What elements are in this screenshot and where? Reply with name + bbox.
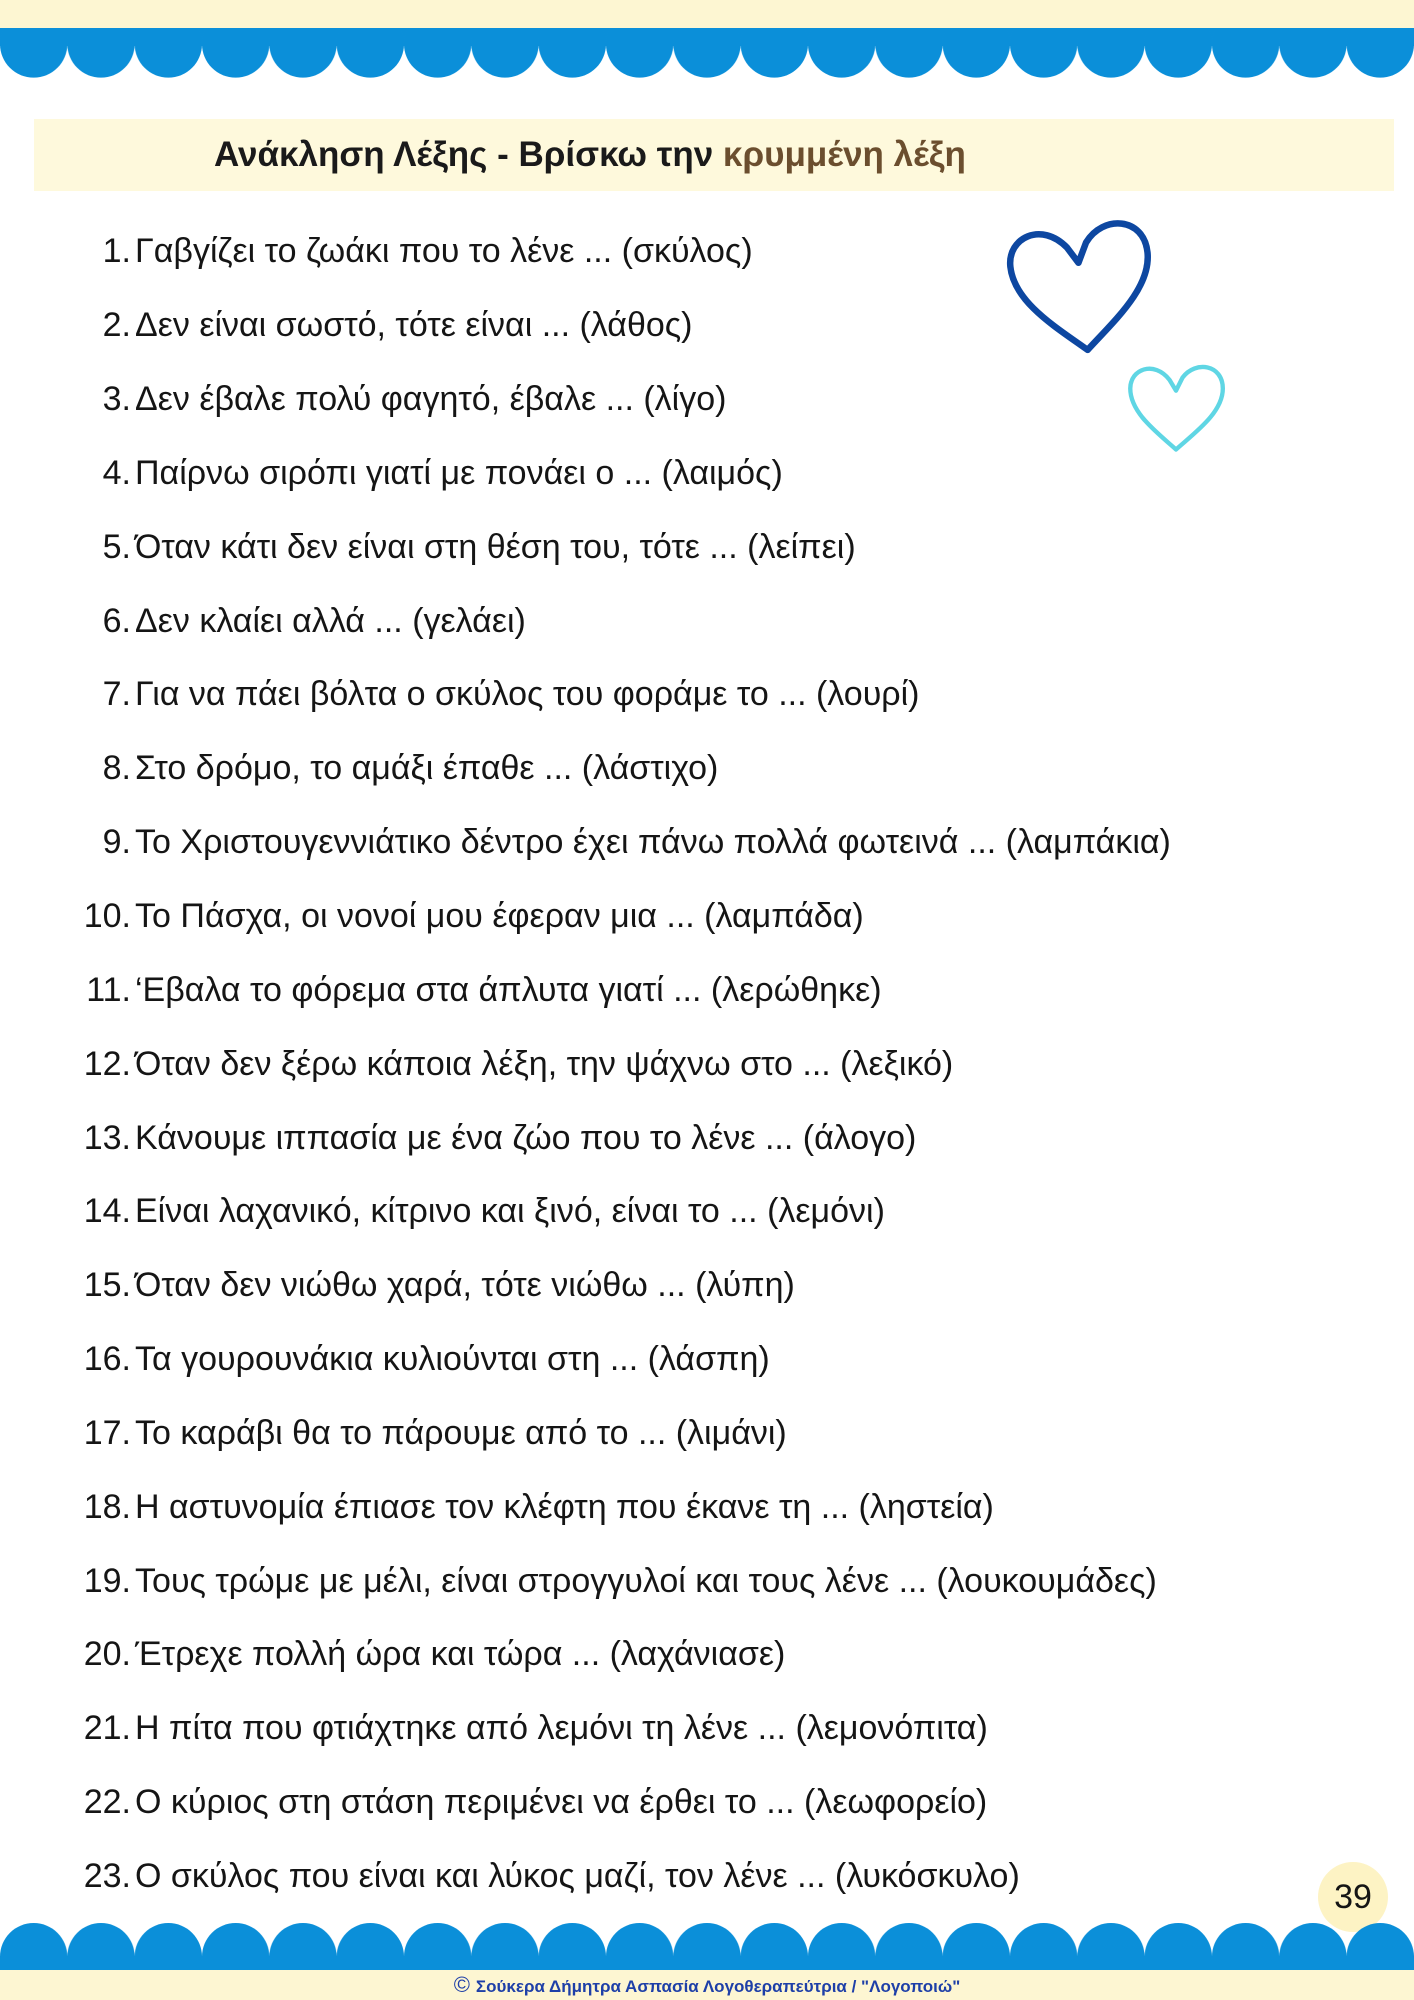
- page-title: [214, 119, 966, 191]
- list-item: [0, 1101, 1300, 1175]
- item-text: Γαβγίζει το ζωάκι που το λένε ... (σκύλος): [135, 232, 753, 271]
- item-text: Όταν κάτι δεν είναι στη θέση του, τότε ... (λείπει): [135, 527, 856, 566]
- item-number: 11.: [86, 970, 131, 1009]
- item-number: 18.: [83, 1487, 131, 1526]
- item-text: Για να πάει βόλτα ο σκύλος του φοράμε το ... (λουρί): [135, 675, 920, 714]
- item-number: 23.: [83, 1856, 131, 1895]
- list-item: [0, 510, 1300, 584]
- title-highlight: κρυμμένη λέξη: [722, 135, 966, 174]
- item-text: Το Χριστουγεννιάτικο δέντρο έχει πάνω πολλά φωτεινά ... (λαμπάκια): [135, 823, 1171, 862]
- item-number: 13.: [83, 1118, 131, 1157]
- item-text: Όταν δεν νιώθω χαρά, τότε νιώθω ... (λύπη): [135, 1266, 795, 1305]
- item-number: 6.: [102, 601, 131, 640]
- list-item: [0, 584, 1300, 658]
- title-banner: [34, 119, 1394, 191]
- list-item: [0, 437, 1300, 511]
- item-text: Η πίτα που φτιάχτηκε από λεμόνι τη λένε ... (λεμονόπιτα): [135, 1709, 988, 1748]
- list-item: [0, 1840, 1300, 1914]
- item-number: 22.: [83, 1783, 131, 1822]
- item-number: 15.: [83, 1266, 131, 1305]
- item-text: Δεν είναι σωστό, τότε είναι ... (λάθος): [135, 306, 693, 345]
- item-text: Κάνουμε ιππασία με ένα ζώο που το λένε ... (άλογο): [135, 1118, 917, 1157]
- footer-text: Σούκερα Δήμητρα Ασπασία Λογοθεραπεύτρια / "Λογοποιώ": [475, 1977, 961, 1996]
- item-text: Είναι λαχανικό, κίτρινο και ξινό, είναι το ... (λεμόνι): [135, 1192, 885, 1231]
- item-number: 8.: [102, 749, 131, 788]
- item-text: Δεν έβαλε πολύ φαγητό, έβαλε ... (λίγο): [135, 380, 727, 419]
- item-text: ‘Εβαλα το φόρεμα στα άπλυτα γιατί ... (λερώθηκε): [135, 970, 882, 1009]
- list-item: [0, 289, 1300, 363]
- item-number: 19.: [83, 1561, 131, 1600]
- page-number-badge: 39: [1318, 1862, 1388, 1932]
- item-number: 7.: [102, 675, 131, 714]
- item-number: 17.: [83, 1413, 131, 1452]
- item-text: Η αστυνομία έπιασε τον κλέφτη που έκανε τη ... (ληστεία): [135, 1487, 994, 1526]
- item-text: Έτρεχε πολλή ώρα και τώρα ... (λαχάνιασε): [135, 1635, 786, 1674]
- item-number: 21.: [83, 1709, 131, 1748]
- item-number: 14.: [83, 1192, 131, 1231]
- item-text: Τα γουρουνάκια κυλιούνται στη ... (λάσπη): [135, 1340, 770, 1379]
- list-item: [0, 363, 1300, 437]
- list-item: [0, 1323, 1300, 1397]
- word-list: [0, 215, 1300, 1913]
- item-number: 12.: [83, 1044, 131, 1083]
- item-number: 1.: [102, 232, 131, 271]
- item-text: Στο δρόμο, το αμάξι έπαθε ... (λάστιχο): [135, 749, 719, 788]
- list-item: [0, 1618, 1300, 1692]
- list-item: [0, 880, 1300, 954]
- list-item: [0, 1397, 1300, 1471]
- item-number: 5.: [102, 527, 131, 566]
- list-item: [0, 215, 1300, 289]
- list-item: [0, 1027, 1300, 1101]
- item-number: 10.: [83, 897, 131, 936]
- list-item: [0, 658, 1300, 732]
- item-number: 4.: [102, 453, 131, 492]
- item-text: Το Πάσχα, οι νονοί μου έφεραν μια ... (λαμπάδα): [135, 897, 864, 936]
- title-main: Ανάκληση Λέξης - Βρίσκω την: [214, 135, 714, 174]
- item-number: 2.: [102, 306, 131, 345]
- list-item: [0, 1692, 1300, 1766]
- item-text: Δεν κλαίει αλλά ... (γελάει): [135, 601, 526, 640]
- item-text: Το καράβι θα το πάρουμε από το ... (λιμάνι): [135, 1413, 787, 1452]
- list-item: [0, 1175, 1300, 1249]
- item-text: Όταν δεν ξέρω κάποια λέξη, την ψάχνω στο ... (λεξικό): [135, 1044, 954, 1083]
- list-item: [0, 1544, 1300, 1618]
- item-text: Ο κύριος στη στάση περιμένει να έρθει το ... (λεωφορείο): [135, 1783, 988, 1822]
- item-text: Ο σκύλος που είναι και λύκος μαζί, τον λένε ... (λυκόσκυλο): [135, 1856, 1020, 1895]
- item-text: Τους τρώμε με μέλι, είναι στρογγυλοί και τους λένε ... (λουκουμάδες): [135, 1561, 1157, 1600]
- item-number: 16.: [83, 1340, 131, 1379]
- item-number: 9.: [102, 823, 131, 862]
- item-number: 20.: [83, 1635, 131, 1674]
- top-wave-decoration: [0, 0, 1414, 80]
- list-item: [0, 1470, 1300, 1544]
- copyright-symbol: ©: [453, 1972, 470, 1997]
- footer-credit: [0, 1971, 1414, 1999]
- item-text: Παίρνω σιρόπι γιατί με πονάει ο ... (λαιμός): [135, 453, 783, 492]
- list-item: [0, 953, 1300, 1027]
- list-item: [0, 1249, 1300, 1323]
- list-item: [0, 1766, 1300, 1840]
- item-number: 3.: [102, 380, 131, 419]
- list-item: [0, 806, 1300, 880]
- list-item: [0, 732, 1300, 806]
